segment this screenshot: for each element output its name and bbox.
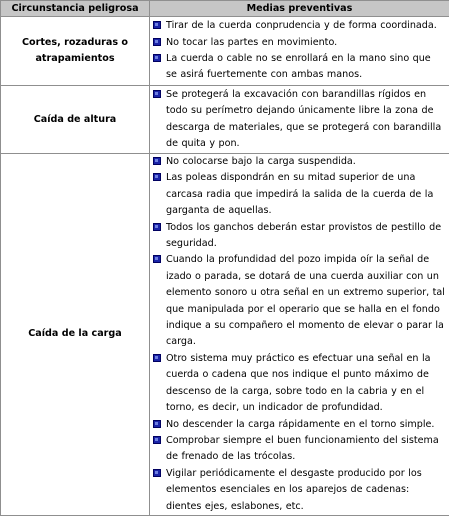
measures-cell <box>150 154 449 516</box>
hazard-cell: Caída de la carga <box>1 154 150 516</box>
header-measures: Medias preventivas <box>150 1 449 17</box>
measure-item <box>150 154 449 170</box>
square-bullet-icon <box>153 21 161 29</box>
square-bullet-icon <box>153 436 161 444</box>
square-bullet-icon <box>153 354 161 362</box>
measure-item <box>150 433 449 466</box>
measure-text: Todos los ganchos deberán estar provistos de pestillo de seguridad. <box>166 221 442 250</box>
measure-text: Comprobar siempre el buen funcionamiento del sistema de frenado de las trócolas. <box>166 434 439 463</box>
measures-cell <box>150 86 449 154</box>
measure-item <box>150 170 449 219</box>
measures-list <box>150 18 449 84</box>
measure-text: Se protegerá la excavación con barandillas rígidos en todo su perímetro dejando únicamente libre la zona de descarga de materiales, que se protegerá con barandilla de quita y pon. <box>166 88 442 149</box>
measure-item <box>150 87 449 153</box>
measures-list <box>150 154 449 515</box>
measure-item <box>150 351 449 417</box>
table-row <box>1 86 449 154</box>
measure-item <box>150 466 449 515</box>
measure-item <box>150 35 449 51</box>
measure-item <box>150 252 449 350</box>
square-bullet-icon <box>153 90 161 98</box>
square-bullet-icon <box>153 420 161 428</box>
measure-item <box>150 18 449 34</box>
square-bullet-icon <box>153 54 161 62</box>
square-bullet-icon <box>153 469 161 477</box>
measure-text: Cuando la profundidad del pozo impida oír la señal de izado o parada, se dotará de una cuerda auxiliar con un elemento sonoro u otra señal en un extremo superior, tal que manipulada por el operario que se halla en el fondo indique a su compañero el momento de elevar o parar la carga. <box>166 254 445 348</box>
measure-text: La cuerda o cable no se enrollará en la mano sino que se asirá fuertemente con ambas manos. <box>166 53 431 81</box>
measure-item <box>150 220 449 253</box>
measure-text: Otro sistema muy práctico es efectuar una señal en la cuerda o cadena que nos indique el punto máximo de descenso de la carga, sobre todo en la cabria y en el torno, es decir, un indicador de profundidad. <box>166 352 431 414</box>
table-row <box>1 154 449 516</box>
square-bullet-icon <box>153 223 161 231</box>
hazard-cell: Caída de altura <box>1 86 150 154</box>
measure-text: No colocarse bajo la carga suspendida. <box>166 156 356 167</box>
square-bullet-icon <box>153 255 161 263</box>
table-header-row <box>1 1 449 17</box>
measure-text: No tocar las partes en movimiento. <box>166 36 338 48</box>
square-bullet-icon <box>153 173 161 181</box>
table-row <box>1 17 449 86</box>
hazard-cell: Cortes, rozaduras o atrapamientos <box>1 17 150 86</box>
header-hazard: Circunstancia peligrosa <box>1 1 150 17</box>
measure-text: Vigilar periódicamente el desgaste producido por los elementos esenciales en los aparejos de cadenas: dientes ejes, eslabones, etc. <box>166 467 422 512</box>
measure-item <box>150 51 449 84</box>
measures-cell <box>150 17 449 86</box>
measure-item <box>150 417 449 433</box>
measure-text: Tirar de la cuerda conprudencia y de forma coordinada. <box>166 20 437 32</box>
measures-list <box>150 87 449 153</box>
measure-text: No descender la carga rápidamente en el torno simple. <box>166 418 435 430</box>
measure-text: Las poleas dispondrán en su mitad superior de una carcasa radia que impedirá la salida de la cuerda de la garganta de aquellas. <box>166 172 434 217</box>
square-bullet-icon <box>153 38 161 46</box>
square-bullet-icon <box>153 157 161 165</box>
